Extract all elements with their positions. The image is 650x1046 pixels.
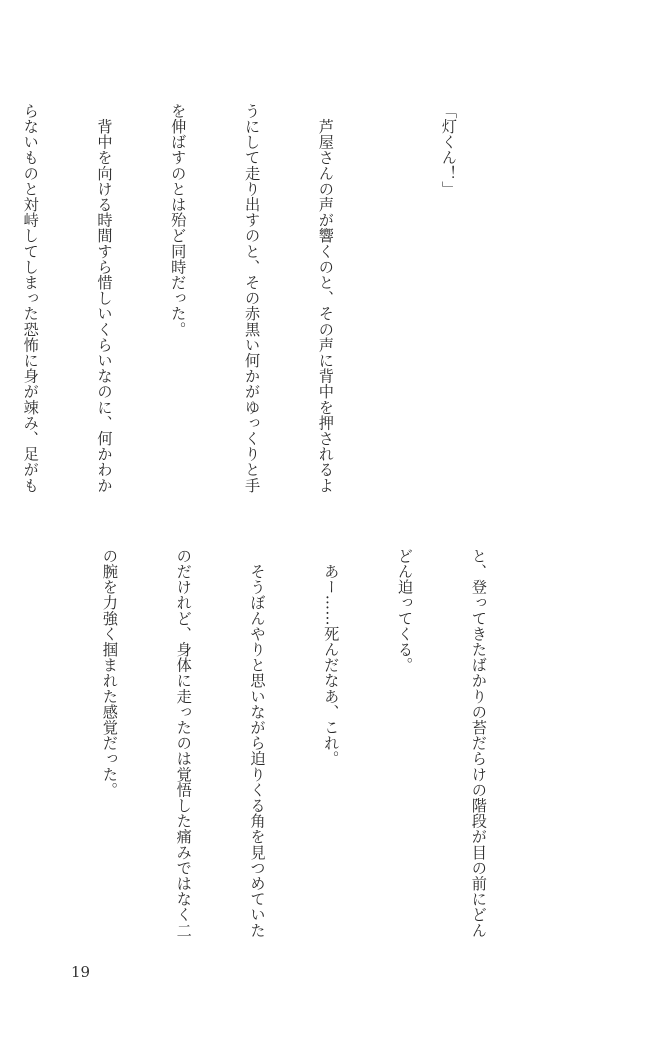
text-line: を伸ばすのとは殆ど同時だった。 (169, 103, 188, 337)
page-number: 19 (71, 963, 91, 981)
text-line: 「灯くん！」 (439, 103, 458, 197)
text-line: あー……死んだなあ、これ。 (322, 548, 341, 767)
text-line: のだけれど、身体に走ったのは覚悟した痛みではなく二 (174, 548, 193, 938)
text-line: と、登ってきたばかりの苔だらけの階段が目の前にどん (469, 548, 488, 938)
text-line: どん迫ってくる。 (396, 548, 415, 673)
text-line: うにして走り出すのと、その赤黒い何かがゆっくりと手 (243, 103, 262, 493)
text-line: 背中を向ける時間すら惜しいくらいなのに、何かわか (95, 103, 114, 493)
text-line: そうぼんやりと思いながら迫りくる角を見つめていた (248, 548, 267, 938)
text-block-lower (73, 548, 540, 948)
text-line: 芦屋さんの声が響くのと、その声に背中を押されるよ (316, 103, 335, 493)
text-line: らないものと対峙してしまった恐怖に身が竦み、足がも (21, 103, 40, 493)
text-block-upper (0, 103, 510, 493)
text-line: の腕を力強く掴まれた感覚だった。 (100, 548, 119, 798)
